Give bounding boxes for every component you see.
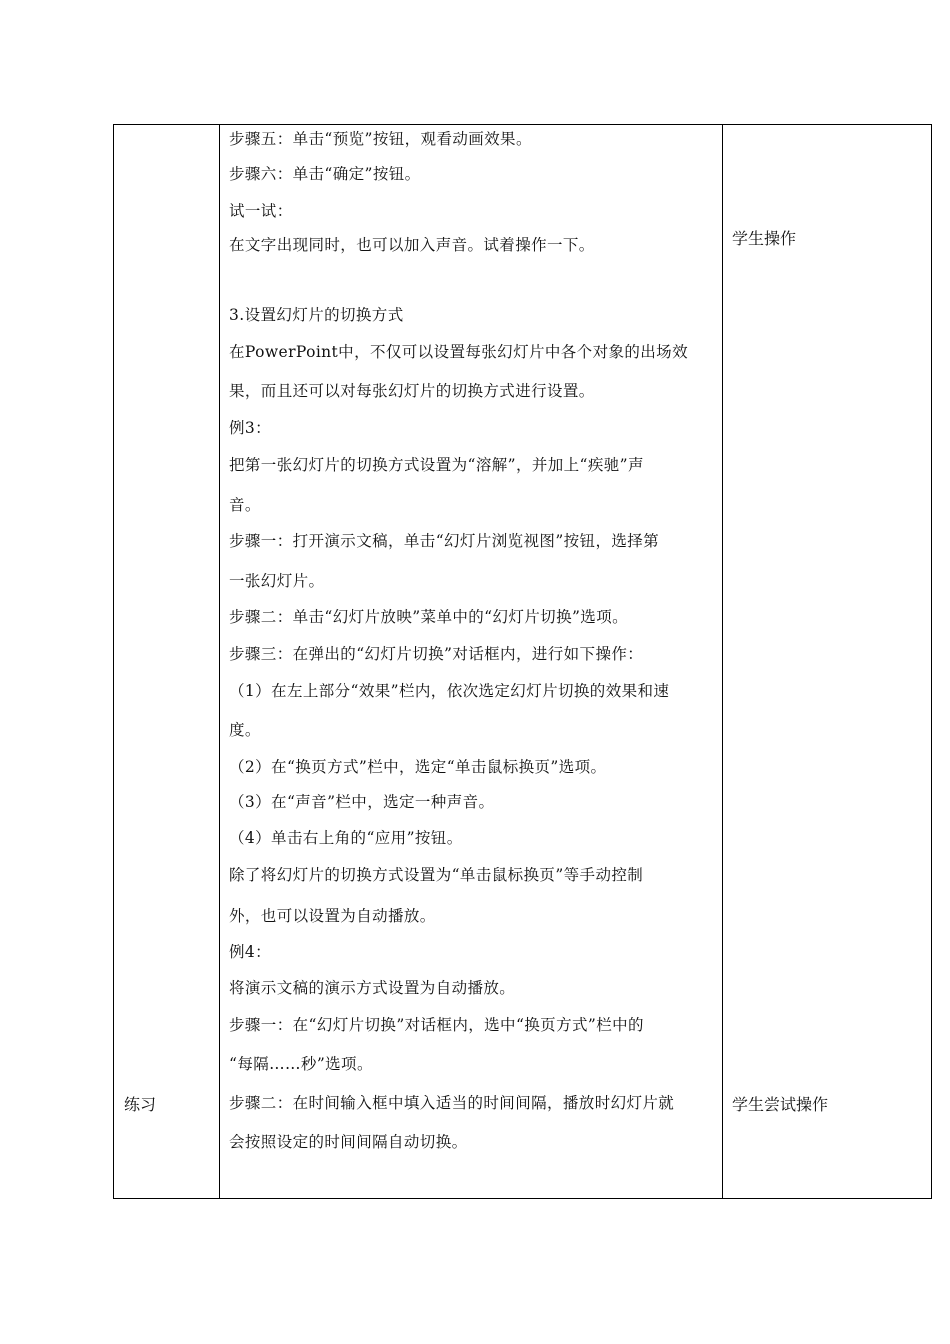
content-line: 例4： [229, 943, 272, 961]
content-line: 在文字出现同时，也可以加入声音。试着操作一下。 [229, 236, 595, 254]
content-line: （3）在“声音”栏中，选定一种声音。 [229, 793, 495, 811]
content-line: 试一试： [229, 202, 293, 220]
lesson-table [113, 124, 932, 1199]
content-line: 例3： [229, 419, 272, 437]
content-line: 步骤五：单击“预览”按钮，观看动画效果。 [229, 130, 532, 148]
content-line: 除了将幻灯片的切换方式设置为“单击鼠标换页”等手动控制 [229, 866, 644, 884]
content-line: 步骤一：在“幻灯片切换”对话框内，选中“换页方式”栏中的 [229, 1016, 644, 1034]
content-line: 果，而且还可以对每张幻灯片的切换方式进行设置。 [229, 382, 595, 400]
content-line: （1）在左上部分“效果”栏内，依次选定幻灯片切换的效果和速 [229, 682, 670, 700]
content-line: 音。 [229, 496, 261, 514]
content-line: 一张幻灯片。 [229, 572, 325, 590]
content-line: 会按照设定的时间间隔自动切换。 [229, 1133, 468, 1151]
content-line: 把第一张幻灯片的切换方式设置为“溶解”，并加上“疾驰”声 [229, 456, 644, 474]
section-heading: 3.设置幻灯片的切换方式 [229, 306, 404, 324]
left-column-label: 练习 [124, 1095, 157, 1114]
right-column-note: 学生操作 [732, 229, 797, 248]
right-column-note: 学生尝试操作 [732, 1095, 829, 1114]
column-divider-right [722, 125, 723, 1198]
content-line: 在PowerPoint中，不仅可以设置每张幻灯片中各个对象的出场效 [229, 343, 688, 361]
content-line: “每隔……秒”选项。 [229, 1055, 373, 1073]
content-line: 步骤三：在弹出的“幻灯片切换”对话框内，进行如下操作： [229, 645, 644, 663]
column-divider-left [219, 125, 220, 1198]
content-line: 步骤一：打开演示文稿，单击“幻灯片浏览视图”按钮，选择第 [229, 532, 660, 550]
content-line: （2）在“换页方式”栏中，选定“单击鼠标换页”选项。 [229, 758, 607, 776]
content-line: 度。 [229, 721, 261, 739]
content-line: 步骤六：单击“确定”按钮。 [229, 165, 421, 183]
content-line: （4）单击右上角的“应用”按钮。 [229, 829, 463, 847]
content-line: 将演示文稿的演示方式设置为自动播放。 [229, 979, 516, 997]
content-line: 步骤二：单击“幻灯片放映”菜单中的“幻灯片切换”选项。 [229, 608, 628, 626]
content-line: 步骤二：在时间输入框中填入适当的时间间隔，播放时幻灯片就 [229, 1094, 675, 1112]
content-line: 外，也可以设置为自动播放。 [229, 907, 436, 925]
